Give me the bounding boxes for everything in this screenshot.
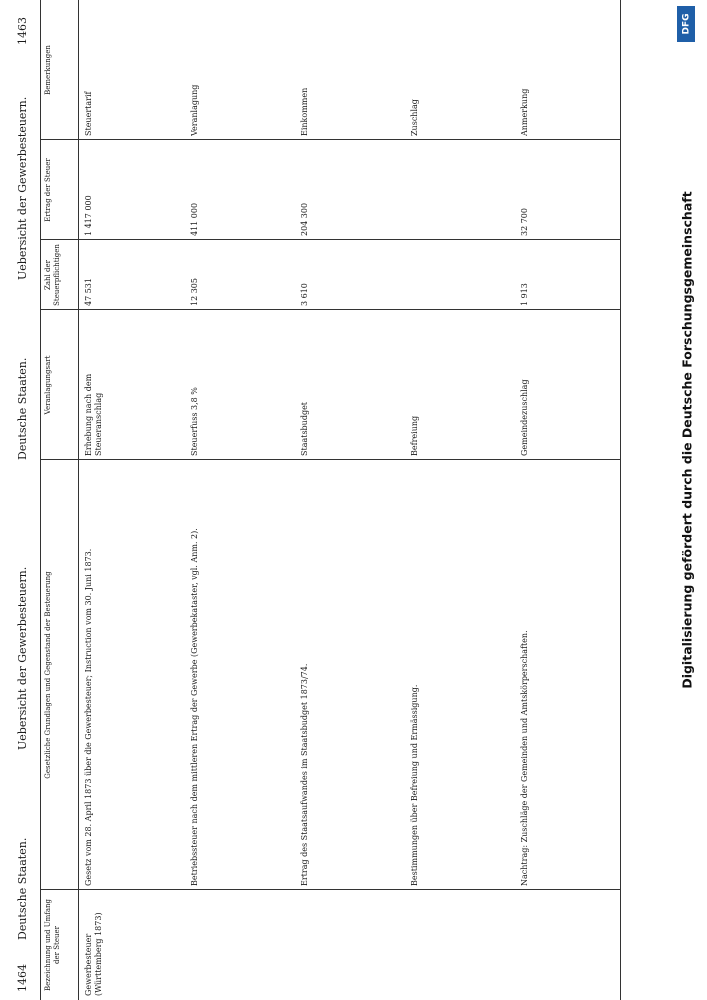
row4-col3: Befreiung [410, 415, 419, 456]
row3-col6: Einkommen [300, 87, 309, 136]
page-header [12, 0, 36, 1000]
row4-col1 [410, 894, 450, 996]
header-center-left: Uebersicht der Gewerbesteuern. [16, 566, 29, 750]
row4-col4 [410, 244, 450, 306]
row1-col5: 1 417 000 [84, 195, 93, 236]
row2-col1 [190, 894, 230, 996]
row4-col2: Bestimmungen über Befreiung und Ermässigung. [410, 684, 419, 886]
row1-col2: Gesetz vom 28. April 1873 über die Gewerbesteuer; Instruction vom 30. Juni 1873. [84, 548, 93, 886]
dfg-logo [677, 6, 695, 42]
row3-col3: Staatsbudget [300, 401, 309, 456]
col4-header: Zahl der Steuerpflichtigen [44, 244, 61, 306]
row5-col2: Nachtrag: Zuschläge der Gemeinden und Amtskörperschaften. [520, 630, 529, 886]
dfg-logo-text: DFG [681, 13, 692, 35]
row3-col2: Ertrag des Staatsaufwandes im Staatsbudget 1873/74. [300, 663, 309, 886]
row2-col2: Betriebssteuer nach dem mittleren Ertrag der Gewerbe (Gewerbekataster, vgl. Anm. 2). [190, 528, 199, 886]
row5-col6: Anmerkung [520, 88, 529, 136]
row1-col3: Erhebung nach dem Steueranschlag [84, 373, 103, 456]
row3-col4: 3 610 [300, 283, 309, 306]
col3-header: Veranlagungsart [44, 355, 52, 415]
row2-col6: Veranlagung [190, 84, 199, 136]
row4-col5 [410, 144, 450, 236]
row5-col3: Gemeindezuschlag [520, 379, 529, 456]
row2-col3: Steuerfuss 3,8 % [190, 387, 199, 456]
col6-header: Bemerkungen [44, 45, 52, 95]
page-number-right: 1463 [16, 17, 29, 45]
col1-header: Bezeichnung und Umfang der Steuer [44, 898, 61, 992]
row1-col4: 47 531 [84, 278, 93, 306]
row2-col5: 411 000 [190, 202, 199, 236]
header-center-right: Deutsche Staaten. [16, 357, 29, 460]
row5-col1 [520, 894, 560, 996]
row2-col4: 12 305 [190, 278, 199, 306]
dfg-credit-text: Digitalisierung gefördert durch die Deutsche Forschungsgemeinschaft [679, 191, 695, 689]
page-number-left: 1464 [16, 964, 29, 992]
header-left: Deutsche Staaten. [16, 837, 29, 940]
row3-col1 [300, 894, 340, 996]
header-right: Uebersicht der Gewerbesteuern. [16, 96, 29, 280]
row5-col5: 32 700 [520, 208, 529, 236]
col2-header: Gesetzliche Grundlagen und Gegenstand der Besteuerung [44, 571, 52, 779]
row5-col4: 1 913 [520, 283, 529, 306]
row4-col6: Zuschlag [410, 99, 419, 136]
row1-col6: Steuertarif [84, 91, 93, 136]
row1-col1: Gewerbesteuer (Württemberg 1873) [84, 912, 103, 996]
col5-header: Ertrag der Steuer [44, 158, 52, 222]
row3-col5: 204 300 [300, 202, 309, 236]
